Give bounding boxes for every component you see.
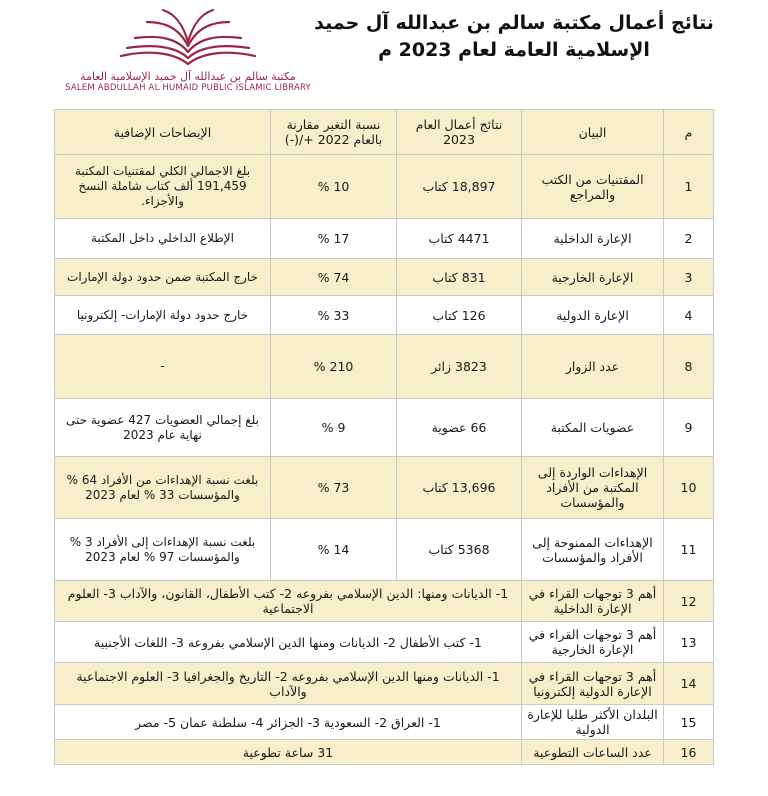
row-item: عدد الساعات التطوعية: [522, 740, 664, 765]
row-num: 16: [664, 740, 714, 765]
row-merged-text: 1- كتب الأطفال 2- الديانات ومنها الدين الإسلامي بفروعه 3- اللغات الأجنبية: [55, 622, 522, 663]
table-row-wide: [55, 581, 714, 622]
row-merged-text: 31 ساعة تطوعية: [55, 740, 522, 765]
row-num: 10: [664, 457, 714, 519]
row-results: 3823 زائر: [397, 335, 522, 399]
row-item: المقتنيات من الكتب والمراجع: [522, 155, 664, 219]
page-header: [0, 0, 768, 108]
row-item: الإهداءات الواردة إلى المكتبة من الأفراد والمؤسسات: [522, 457, 664, 519]
row-num: 11: [664, 519, 714, 581]
row-item: عدد الزوار: [522, 335, 664, 399]
row-results: 66 عضوية: [397, 399, 522, 457]
table-row: [55, 155, 714, 219]
logo-english-text: SALEM ABDULLAH AL HUMAID PUBLIC ISLAMIC LIBRARY: [65, 83, 311, 93]
table-row: [55, 335, 714, 399]
row-notes: بلغ إجمالي العضويات 427 عضوية حتى نهاية عام 2023: [55, 399, 271, 457]
row-merged-text: 1- الديانات ومنها: الدين الإسلامي بفروعه 2- كتب الأطفال، القانون، والآداب 3- العلوم الاجتماعية: [55, 581, 522, 622]
row-item: الإعارة الدولية: [522, 296, 664, 335]
row-change: 9 %: [271, 399, 397, 457]
table-row: [55, 296, 714, 335]
row-change: 210 %: [271, 335, 397, 399]
title-line-1: نتائج أعمال مكتبة سالم بن عبدالله آل حميد: [314, 12, 714, 34]
row-results: 831 كتاب: [397, 259, 522, 296]
row-results: 4471 كتاب: [397, 219, 522, 259]
row-notes: خارج حدود دولة الإمارات- إلكترونيا: [55, 296, 271, 335]
row-change: 33 %: [271, 296, 397, 335]
table-row-wide: [55, 663, 714, 705]
row-change: 10 %: [271, 155, 397, 219]
row-notes: بلغ الاجمالي الكلي لمقتنيات المكتبة 191,459 ألف كتاب شاملة النسخ والأجزاء.: [55, 155, 271, 219]
results-table: [54, 109, 714, 765]
table-row-wide: [55, 622, 714, 663]
row-item: الإعارة الداخلية: [522, 219, 664, 259]
row-results: 18,897 كتاب: [397, 155, 522, 219]
row-num: 9: [664, 399, 714, 457]
row-change: 14 %: [271, 519, 397, 581]
row-num: 12: [664, 581, 714, 622]
row-notes: بلغت نسبة الإهداءات إلى الأفراد 3 % والمؤسسات 97 % لعام 2023: [55, 519, 271, 581]
table-row: [55, 399, 714, 457]
row-change: 73 %: [271, 457, 397, 519]
row-item: أهم 3 توجهات القراء في الإعارة الخارجية: [522, 622, 664, 663]
row-notes: بلغت نسبة الإهداءات من الأفراد 64 % والمؤسسات 33 % لعام 2023: [55, 457, 271, 519]
header-change: نسبة التغير مقارنة بالعام 2022 +/(-): [271, 110, 397, 155]
table-row-wide: [55, 740, 714, 765]
row-change: 17 %: [271, 219, 397, 259]
logo-arabic-text: مكتبة سالم بن عبدالله آل حميد الإسلامية العامة: [80, 70, 296, 83]
row-num: 1: [664, 155, 714, 219]
table-row: [55, 519, 714, 581]
row-item: أهم 3 توجهات القراء في الإعارة الدولية إلكترونيا: [522, 663, 664, 705]
row-notes: خارج المكتبة ضمن حدود دولة الإمارات: [55, 259, 271, 296]
row-item: البلدان الأكثر طلبا للإعارة الدولية: [522, 705, 664, 740]
row-num: 15: [664, 705, 714, 740]
row-item: الإعارة الخارجية: [522, 259, 664, 296]
header-num: م: [664, 110, 714, 155]
row-num: 13: [664, 622, 714, 663]
table-row-wide: [55, 705, 714, 740]
row-num: 3: [664, 259, 714, 296]
row-results: 13,696 كتاب: [397, 457, 522, 519]
row-num: 14: [664, 663, 714, 705]
row-change: 74 %: [271, 259, 397, 296]
table-row: [55, 457, 714, 519]
table-header-row: [55, 110, 714, 155]
title-line-2: الإسلامية العامة لعام 2023 م: [378, 39, 650, 61]
open-book-icon: [113, 6, 263, 68]
page-title: [304, 10, 724, 64]
row-merged-text: 1- الديانات ومنها الدين الإسلامي بفروعه 2- التاريخ والجغرافيا 3- العلوم الاجتماعية والآداب: [55, 663, 522, 705]
header-results: نتائج أعمال العام 2023: [397, 110, 522, 155]
row-notes: الإطلاع الداخلي داخل المكتبة: [55, 219, 271, 259]
row-item: أهم 3 توجهات القراء في الإعارة الداخلية: [522, 581, 664, 622]
table-row: [55, 259, 714, 296]
row-merged-text: 1- العراق 2- السعودية 3- الجزائر 4- سلطنة عمان 5- مصر: [55, 705, 522, 740]
library-logo: [52, 6, 324, 102]
row-results: 5368 كتاب: [397, 519, 522, 581]
row-item: الإهداءات الممنوحة إلى الأفراد والمؤسسات: [522, 519, 664, 581]
header-item: البيان: [522, 110, 664, 155]
row-num: 4: [664, 296, 714, 335]
row-num: 8: [664, 335, 714, 399]
row-item: عضويات المكتبة: [522, 399, 664, 457]
row-results: 126 كتاب: [397, 296, 522, 335]
row-num: 2: [664, 219, 714, 259]
header-notes: الإيضاحات الإضافية: [55, 110, 271, 155]
row-notes: -: [55, 335, 271, 399]
table-row: [55, 219, 714, 259]
